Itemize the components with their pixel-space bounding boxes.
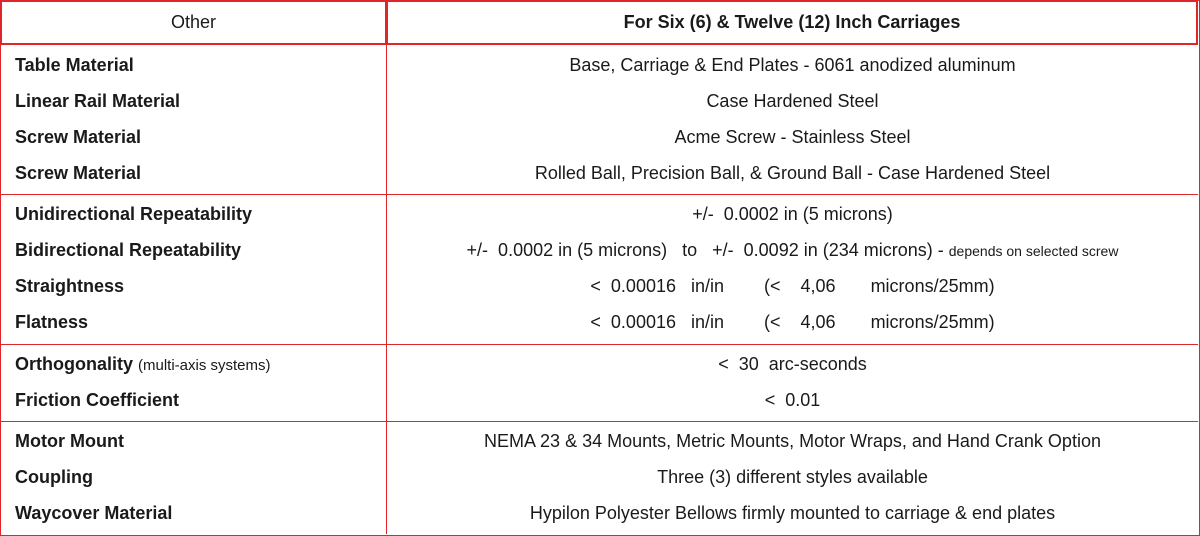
table-row	[0, 83, 1198, 119]
row-label: Friction Coefficient	[15, 390, 180, 410]
row-value-note: depends on selected screw	[948, 243, 1119, 259]
row-value: NEMA 23 & 34 Mounts, Metric Mounts, Motor Wraps, and Hand Crank Option	[484, 431, 1101, 451]
group-divider	[0, 194, 1198, 195]
table-row	[0, 155, 1198, 191]
row-value: Hypilon Polyester Bellows firmly mounted to carriage & end plates	[529, 503, 1056, 523]
row-label: Motor Mount	[15, 431, 124, 451]
row-value: Base, Carriage & End Plates - 6061 anodized aluminum	[569, 55, 1016, 75]
row-value: Three (3) different styles available	[657, 467, 928, 487]
group-divider	[0, 421, 1198, 422]
table-row	[0, 459, 1198, 495]
group-divider	[0, 344, 1198, 345]
table-row	[0, 196, 1198, 232]
row-label: Linear Rail Material	[15, 91, 181, 111]
row-label: Coupling	[15, 467, 93, 487]
table-row	[0, 232, 1198, 268]
row-value: Acme Screw - Stainless Steel	[674, 127, 911, 147]
table-row	[0, 382, 1198, 418]
row-value: < 30 arc-seconds	[718, 354, 867, 374]
row-label: Screw Material	[15, 127, 142, 147]
row-value: < 0.00016 in/in (< 4,06 microns/25mm)	[590, 312, 995, 332]
row-value: Rolled Ball, Precision Ball, & Ground Ball - Case Hardened Steel	[534, 163, 1051, 183]
header-title: For Six (6) & Twelve (12) Inch Carriages	[386, 0, 1198, 45]
row-value	[387, 232, 1198, 268]
row-value: Case Hardened Steel	[706, 91, 879, 111]
table-row	[0, 119, 1198, 155]
table-row	[0, 304, 1198, 340]
row-label	[15, 346, 271, 382]
row-value: < 0.00016 in/in (< 4,06 microns/25mm)	[590, 276, 995, 296]
header-category: Other	[0, 0, 387, 45]
row-value: +/- 0.0002 in (5 microns)	[692, 204, 893, 224]
table-row	[0, 495, 1198, 531]
row-label: Screw Material	[15, 163, 142, 183]
table-header	[0, 0, 1198, 43]
row-label: Unidirectional Repeatability	[15, 204, 253, 224]
row-value: < 0.01	[764, 390, 821, 410]
table-row	[0, 47, 1198, 83]
row-label: Waycover Material	[15, 503, 173, 523]
row-label: Flatness	[15, 312, 89, 332]
row-label: Table Material	[15, 55, 134, 75]
row-value-main: +/- 0.0002 in (5 microns) to +/- 0.0092 in (234 microns) -	[466, 240, 944, 260]
row-label: Bidirectional Repeatability	[15, 240, 242, 260]
table-row	[0, 268, 1198, 304]
table-row	[0, 423, 1198, 459]
table-row	[0, 346, 1198, 382]
row-label: Straightness	[15, 276, 125, 296]
row-label-note: (multi-axis systems)	[138, 357, 271, 374]
row-label-main: Orthogonality	[15, 354, 133, 374]
